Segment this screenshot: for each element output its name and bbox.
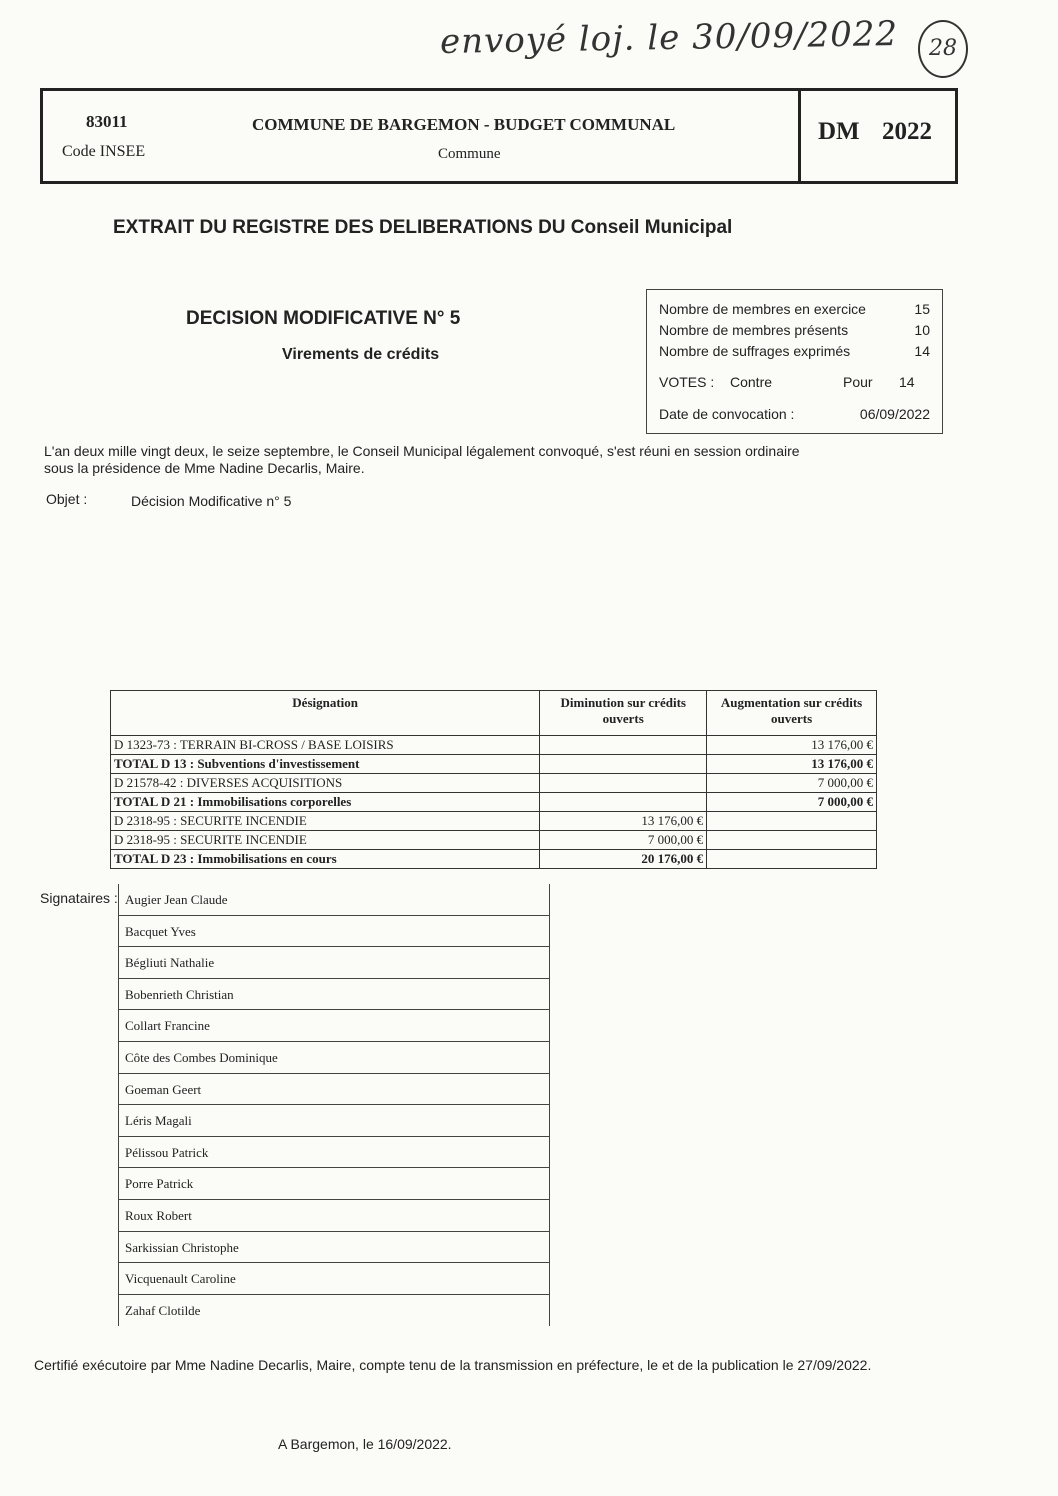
cell-diminution: 20 176,00 €: [540, 850, 707, 869]
cell-augmentation: [707, 850, 877, 869]
cell-designation: D 2318-95 : SECURITE INCENDIE: [111, 812, 540, 831]
table-header-row: [111, 691, 877, 736]
table-row: [111, 736, 877, 755]
cell-diminution: [540, 755, 707, 774]
commune-subtitle: Commune: [438, 146, 501, 162]
page-title: EXTRAIT DU REGISTRE DES DELIBERATIONS DU Conseil Municipal: [113, 217, 733, 238]
dm-year: 2022: [882, 118, 932, 145]
votes-expressed-row: [659, 343, 930, 363]
decision-title: DECISION MODIFICATIVE N° 5: [186, 308, 461, 329]
signatory-row: Pélissou Patrick: [119, 1137, 549, 1169]
expressed-label: Nombre de suffrages exprimés: [659, 343, 851, 359]
place-date: A Bargemon, le 16/09/2022.: [278, 1436, 452, 1452]
table-row: [111, 831, 877, 850]
col-header-designation: Désignation: [111, 691, 540, 736]
votes-result-row: [659, 374, 930, 394]
votes-box: [646, 289, 943, 434]
pour-value: 14: [899, 374, 915, 390]
intro-text: L'an deux mille vingt deux, le seize septembre, le Conseil Municipal légalement convoqué, s'est réuni en session ordinaire sous la présidence de Mme Nadine Decarlis, Maire.: [44, 443, 800, 476]
cell-augmentation: 13 176,00 €: [707, 736, 877, 755]
cell-designation: D 21578-42 : DIVERSES ACQUISITIONS: [111, 774, 540, 793]
signatory-row: Bobenrieth Christian: [119, 979, 549, 1011]
signatories-label: Signataires :: [40, 890, 118, 906]
signatory-row: Goeman Geert: [119, 1074, 549, 1106]
present-value: 10: [914, 322, 930, 338]
contre-label: Contre: [730, 374, 773, 390]
present-label: Nombre de membres présents: [659, 322, 849, 338]
cell-augmentation: [707, 831, 877, 850]
signatory-row: Bégliuti Nathalie: [119, 947, 549, 979]
expressed-value: 14: [914, 343, 930, 359]
table-row: [111, 793, 877, 812]
table-row: [111, 812, 877, 831]
col-header-diminution: Diminution sur crédits ouverts: [540, 691, 707, 736]
decision-subtitle: Virements de crédits: [282, 346, 440, 363]
cell-designation: TOTAL D 13 : Subventions d'investissement: [111, 755, 540, 774]
cell-designation: TOTAL D 21 : Immobilisations corporelles: [111, 793, 540, 812]
members-label: Nombre de membres en exercice: [659, 301, 866, 317]
cell-designation: D 2318-95 : SECURITE INCENDIE: [111, 831, 540, 850]
commune-title: COMMUNE DE BARGEMON - BUDGET COMMUNAL: [252, 115, 676, 134]
cell-diminution: [540, 774, 707, 793]
objet-value: Décision Modificative n° 5: [131, 493, 292, 509]
signatory-row: Bacquet Yves: [119, 916, 549, 948]
insee-label: Code INSEE: [62, 143, 146, 160]
handwritten-note: envoyé loj. le 30/09/2022: [439, 14, 899, 62]
credits-table: [110, 690, 877, 869]
votes-members-row: [659, 301, 930, 321]
cell-augmentation: [707, 812, 877, 831]
cell-diminution: 13 176,00 €: [540, 812, 707, 831]
cell-augmentation: 7 000,00 €: [707, 774, 877, 793]
signatory-row: Porre Patrick: [119, 1168, 549, 1200]
signatory-row: Collart Francine: [119, 1010, 549, 1042]
signatory-row: Zahaf Clotilde: [125, 1302, 201, 1318]
convocation-label: Date de convocation :: [659, 406, 795, 422]
header-divider: [798, 90, 801, 182]
pour-label: Pour: [843, 374, 873, 390]
cell-diminution: [540, 793, 707, 812]
signatory-row: Côte des Combes Dominique: [119, 1042, 549, 1074]
table-row: [111, 774, 877, 793]
signatory-row: Augier Jean Claude: [119, 884, 549, 916]
dm-label: DM: [818, 118, 860, 145]
cell-diminution: 7 000,00 €: [540, 831, 707, 850]
table-row: [111, 850, 877, 869]
convocation-value: 06/09/2022: [859, 406, 930, 422]
cell-designation: TOTAL D 23 : Immobilisations en cours: [111, 850, 540, 869]
votes-present-row: [659, 322, 930, 342]
objet-label: Objet :: [46, 491, 88, 507]
votes-label: VOTES :: [659, 374, 715, 390]
certification-text: Certifié exécutoire par Mme Nadine Decarlis, Maire, compte tenu de la transmission en préfecture, le et de la publication le 27/09/2022.: [34, 1357, 872, 1373]
cell-diminution: [540, 736, 707, 755]
cell-augmentation: 7 000,00 €: [707, 793, 877, 812]
signatory-row: Vicquenault Caroline: [119, 1263, 549, 1295]
votes-convocation-row: [659, 406, 930, 426]
signatory-row: Sarkissian Christophe: [119, 1232, 549, 1264]
insee-code: 83011: [86, 112, 128, 131]
table-row: [111, 755, 877, 774]
handwritten-page-number: 28: [918, 20, 968, 78]
cell-augmentation: 13 176,00 €: [707, 755, 877, 774]
cell-designation: D 1323-73 : TERRAIN BI-CROSS / BASE LOISIRS: [111, 736, 540, 755]
signatory-row: Léris Magali: [119, 1105, 549, 1137]
col-header-augmentation: Augmentation sur crédits ouverts: [707, 691, 877, 736]
signatories-list: [118, 884, 550, 1326]
signatory-row: Roux Robert: [119, 1200, 549, 1232]
members-value: 15: [914, 301, 930, 317]
